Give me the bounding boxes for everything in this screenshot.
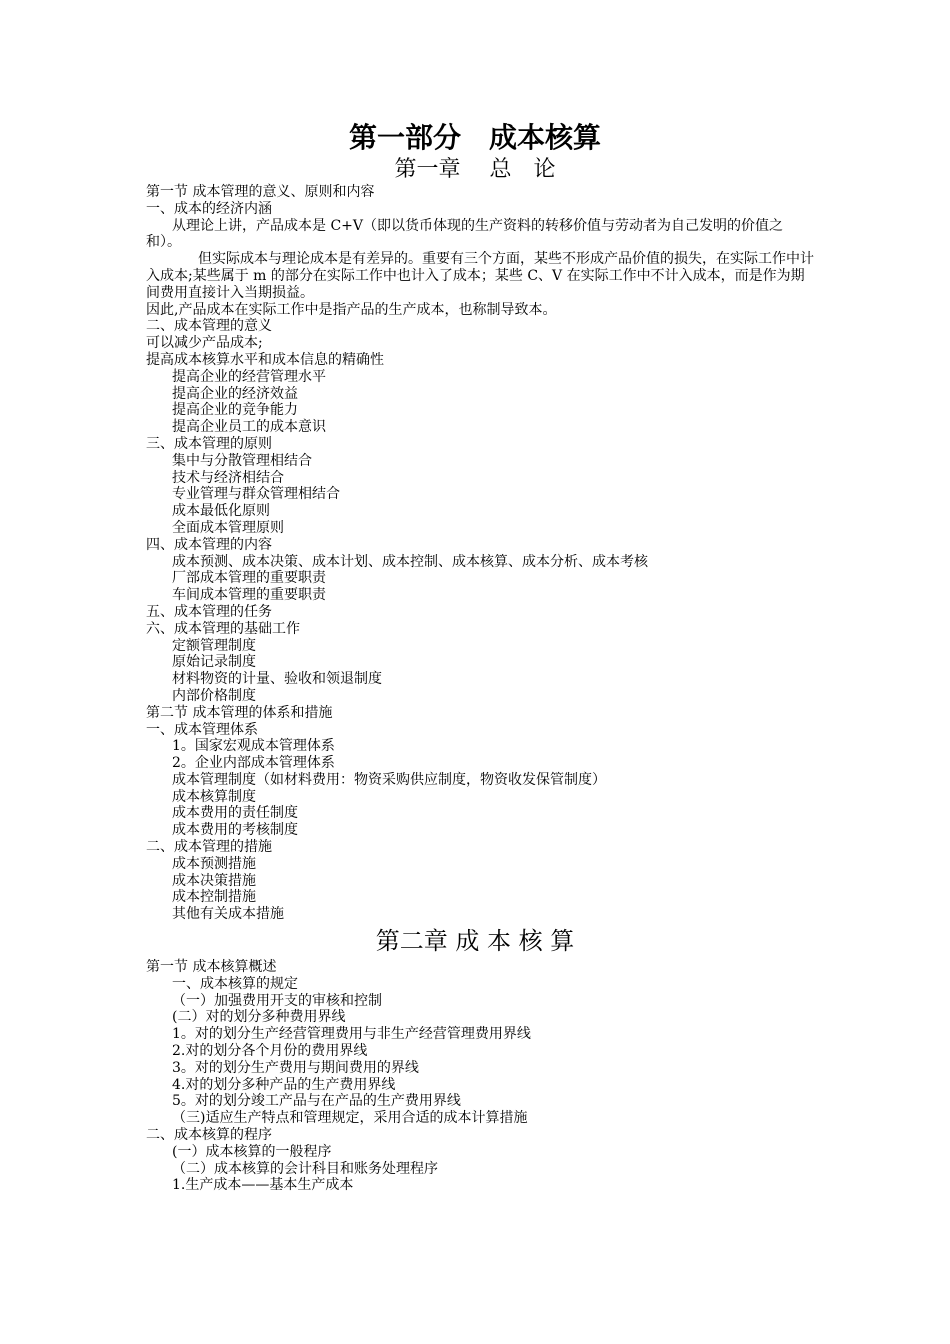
list-item: 成本预测、成本决策、成本计划、成本控制、成本核算、成本分析、成本考核 — [172, 553, 648, 570]
list-item: (一）成本核算的一般程序 — [172, 1143, 332, 1160]
subsection-heading: 一、成本管理体系 — [146, 721, 258, 738]
list-item: 其他有关成本措施 — [172, 906, 284, 923]
list-item: 提高企业的经营管理水平 — [172, 368, 326, 385]
list-item: 成本控制措施 — [172, 889, 256, 906]
list-item: (二）对的划分多种费用界线 — [172, 1009, 346, 1026]
subsection-heading: 二、成本管理的措施 — [146, 839, 272, 856]
subsection-heading: 五、成本管理的任务 — [146, 603, 272, 620]
subsection-heading: 一、成本核算的规定 — [172, 975, 298, 992]
list-item: （二）成本核算的会计科目和账务处理程序 — [172, 1160, 438, 1177]
list-item: 3。对的划分生产费用与期间费用的界线 — [172, 1059, 419, 1076]
subsection-heading: 四、成本管理的内容 — [146, 536, 272, 553]
list-item: 集中与分散管理相结合 — [172, 452, 312, 469]
part-title: 第一部分 成本核算 — [348, 121, 601, 154]
list-item: 成本决策措施 — [172, 872, 256, 889]
list-item: 成本费用的考核制度 — [172, 822, 298, 839]
list-item: 提高企业的竞争能力 — [172, 402, 298, 419]
list-item: 2.对的划分各个月份的费用界线 — [172, 1043, 368, 1060]
paragraph: 从理论上讲，产品成本是 C+V（即以货币体现的生产资料的转移价值与劳动者为自己发明的价值之和）。 — [146, 217, 784, 251]
chapter-2-title: 第二章 成 本 核 算 — [375, 927, 575, 956]
list-item: 成本最低化原则 — [172, 503, 270, 520]
paragraph: 但实际成本与理论成本是有差异的。重要有三个方面，某些不形成产品价值的损失，在实际工作中计入成本;某些属于 m 的部分在实际工作中也计入了成本；某些 C、V 在实际工作中不计入成本，而是作为期间费用直接计入当期损益。 — [146, 251, 814, 301]
list-item: 内部价格制度 — [172, 687, 256, 704]
section-heading: 第二节 成本管理的体系和措施 — [146, 704, 333, 721]
subsection-heading: 二、成本管理的意义 — [146, 318, 272, 335]
paragraph: 因此,产品成本在实际工作中是指产品的生产成本，也称制导致本。 — [146, 301, 557, 318]
list-item: 提高企业的经济效益 — [172, 385, 298, 402]
list-line: 可以减少产品成本; — [146, 335, 263, 352]
list-item: 全面成本管理原则 — [172, 519, 284, 536]
list-item: （三)适应生产特点和管理规定，采用合适的成本计算措施 — [172, 1110, 528, 1127]
list-item: 4.对的划分多种产品的生产费用界线 — [172, 1076, 396, 1093]
section-heading: 第一节 成本核算概述 — [146, 959, 277, 976]
document-body — [146, 120, 816, 1194]
list-item: 1。对的划分生产经营管理费用与非生产经营管理费用界线 — [172, 1026, 531, 1043]
chapter-1-title: 第一章 总 论 — [394, 157, 556, 182]
list-item: 提高企业员工的成本意识 — [172, 419, 326, 436]
list-item: 厂部成本管理的重要职责 — [172, 570, 326, 587]
list-line: 提高成本核算水平和成本信息的精确性 — [146, 351, 384, 368]
list-item: 成本管理制度（如材料费用：物资采购供应制度，物资收发保管制度） — [172, 771, 606, 788]
list-item: 定额管理制度 — [172, 637, 256, 654]
list-item: 技术与经济相结合 — [172, 469, 284, 486]
list-item: 成本费用的责任制度 — [172, 805, 298, 822]
subsection-heading: 一、成本的经济内涵 — [146, 200, 272, 217]
list-item: 5。对的划分竣工产品与在产品的生产费用界线 — [172, 1093, 461, 1110]
section-heading: 第一节 成本管理的意义、原则和内容 — [146, 184, 375, 200]
list-item: 材料物资的计量、验收和领退制度 — [172, 671, 382, 688]
list-item: 专业管理与群众管理相结合 — [172, 486, 340, 503]
list-item: 原始记录制度 — [172, 654, 256, 671]
list-item: 1.生产成本——基本生产成本 — [172, 1177, 354, 1194]
list-item: 车间成本管理的重要职责 — [172, 587, 326, 604]
subsection-heading: 六、成本管理的基础工作 — [146, 620, 300, 637]
list-item: 2。企业内部成本管理体系 — [172, 755, 335, 772]
subsection-heading: 二、成本核算的程序 — [146, 1127, 272, 1144]
list-item: （一）加强费用开支的审核和控制 — [172, 992, 382, 1009]
subsection-heading: 三、成本管理的原则 — [146, 435, 272, 452]
list-item: 1。国家宏观成本管理体系 — [172, 738, 335, 755]
list-item: 成本核算制度 — [172, 788, 256, 805]
list-item: 成本预测措施 — [172, 855, 256, 872]
